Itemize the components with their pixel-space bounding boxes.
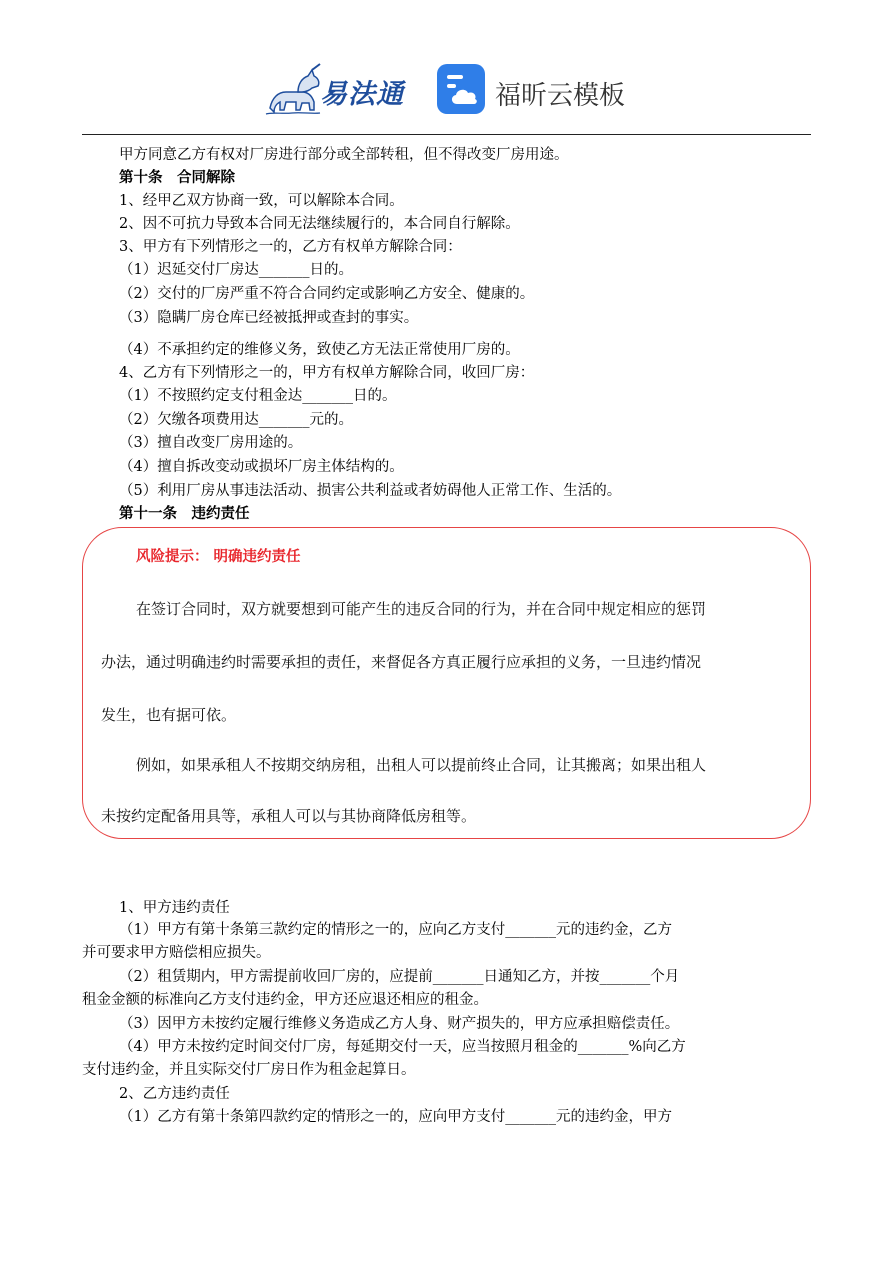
- header-divider: [82, 134, 811, 135]
- clause-line: 2、因不可抗力导致本合同无法继续履行的，本合同自行解除。: [119, 216, 520, 232]
- clause-line: 1、甲方违约责任: [119, 900, 230, 916]
- clause-item: （3）擅自改变厂房用途的。: [119, 435, 303, 451]
- risk-tip-line: 未按约定配备用具等，承租人可以与其协商降低房租等。: [101, 807, 477, 825]
- clause-continuation: 并可要求甲方赔偿相应损失。: [82, 945, 271, 961]
- clause-item: （2）交付的厂房严重不符合合同约定或影响乙方安全、健康的。: [119, 286, 535, 302]
- risk-tip-title: 风险提示： 明确违约责任: [136, 549, 301, 565]
- clause-item: （2）租赁期内，甲方需提前收回厂房的，应提前_______日通知乙方，并按_______个月: [119, 969, 680, 985]
- risk-tip-line: 在签订合同时，双方就要想到可能产生的违反合同的行为，并在合同中规定相应的惩罚: [136, 600, 707, 618]
- clause-item: （1）乙方有第十条第四款约定的情形之一的，应向甲方支付_______元的违约金，甲方: [119, 1109, 672, 1125]
- logo-left-text: 易法通: [320, 79, 404, 110]
- yifatong-logo: [262, 62, 412, 118]
- article-10-heading: 第十条 合同解除: [119, 169, 235, 186]
- clause-line: 3、甲方有下列情形之一的，乙方有权单方解除合同：: [119, 239, 462, 255]
- clause-item: （5）利用厂房从事违法活动、损害公共利益或者妨碍他人正常工作、生活的。: [119, 483, 622, 499]
- clause-item: （2）欠缴各项费用达_______元的。: [119, 412, 353, 428]
- clause-item: （1）不按照约定支付租金达_______日的。: [119, 388, 397, 404]
- clause-item: （3）因甲方未按约定履行维修义务造成乙方人身、财产损失的，甲方应承担赔偿责任。: [119, 1016, 680, 1032]
- risk-tip-box: [82, 527, 811, 839]
- page-header: [0, 58, 893, 124]
- risk-tip-line: 例如，如果承租人不按期交纳房租，出租人可以提前终止合同，让其搬离；如果出租人: [136, 756, 707, 774]
- clause-item: （4）不承担约定的维修义务，致使乙方无法正常使用厂房的。: [119, 342, 520, 358]
- clause-continuation: 租金金额的标准向乙方支付违约金，甲方还应退还相应的租金。: [82, 992, 488, 1008]
- clause-item: （1）迟延交付厂房达_______日的。: [119, 262, 353, 278]
- logo-right-text: 福昕云模板: [495, 81, 626, 111]
- risk-tip-line: 发生，也有据可依。: [101, 706, 237, 724]
- clause-line: 4、乙方有下列情形之一的，甲方有权单方解除合同，收回厂房：: [119, 365, 535, 381]
- clause-line: 1、经甲乙双方协商一致，可以解除本合同。: [119, 193, 404, 209]
- clause-line: 2、乙方违约责任: [119, 1086, 230, 1102]
- clause-continuation: 支付违约金，并且实际交付厂房日作为租金起算日。: [82, 1062, 416, 1078]
- cloud-doc-icon: [437, 64, 485, 114]
- clause-item: （1）甲方有第十条第三款约定的情形之一的，应向乙方支付_______元的违约金，乙方: [119, 922, 672, 938]
- clause-item: （3）隐瞒厂房仓库已经被抵押或查封的事实。: [119, 310, 419, 326]
- unicorn-icon: [262, 62, 324, 118]
- article-11-heading: 第十一条 违约责任: [119, 505, 250, 522]
- clause-item: （4）擅自拆改变动或损坏厂房主体结构的。: [119, 459, 404, 475]
- risk-tip-line: 办法，通过明确违约时需要承担的责任，来督促各方真正履行应承担的义务，一旦违约情况: [101, 653, 702, 671]
- clause-item: （4）甲方未按约定时间交付厂房，每延期交付一天，应当按照月租金的_______%向乙方: [119, 1039, 686, 1055]
- paragraph-sublease: 甲方同意乙方有权对厂房进行部分或全部转租，但不得改变厂房用途。: [119, 147, 569, 163]
